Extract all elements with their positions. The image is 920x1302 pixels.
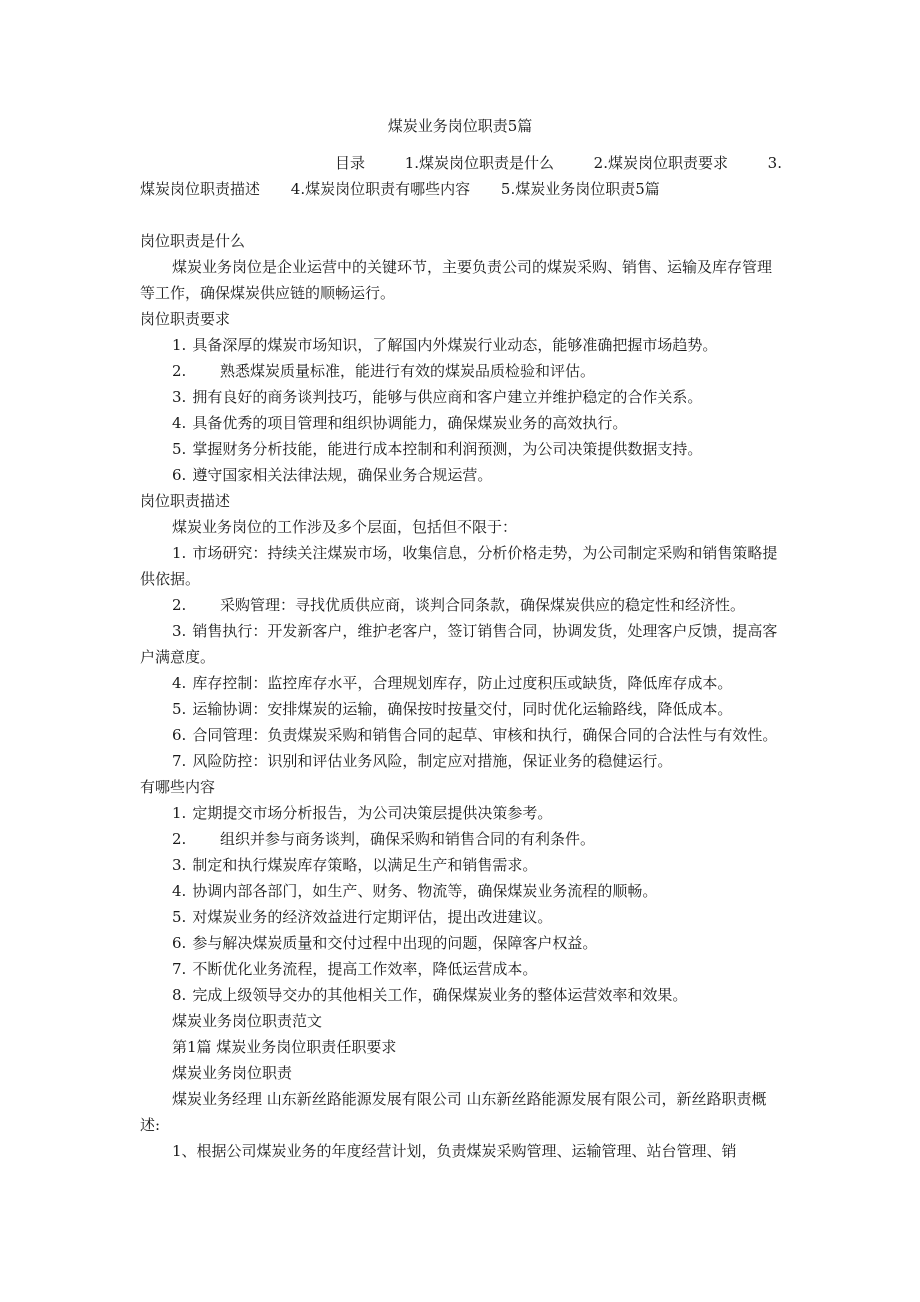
list-text: 完成上级领导交办的其他相关工作，确保煤炭业务的整体运营效率和效果。 (192, 986, 688, 1004)
section-heading: 岗位职责是什么 (140, 232, 246, 250)
sample-paragraph: 煤炭业务经理 山东新丝路能源发展有限公司 山东新丝路能源发展有限公司，新丝路职责概述: (140, 1090, 767, 1134)
toc-item-3-number: 3. (767, 154, 782, 172)
sample-title: 煤炭业务岗位职责 (172, 1064, 293, 1082)
list-item (140, 332, 785, 358)
list-item (140, 410, 785, 436)
toc-row-1 (140, 150, 782, 176)
list-text: 熟悉煤炭质量标准，能进行有效的煤炭品质检验和评估。 (220, 362, 596, 380)
toc-item-3-text: 煤炭岗位职责描述 (140, 180, 261, 198)
list-item (140, 800, 785, 826)
list-text: 具备深厚的煤炭市场知识，了解国内外煤炭行业动态，能够准确把握市场趋势。 (192, 336, 718, 354)
list-text: 运输协调：安排煤炭的运输，确保按时按量交付，同时优化运输路线，降低成本。 (192, 700, 733, 718)
sample-heading: 煤炭业务岗位职责范文 (172, 1012, 323, 1030)
list-text: 对煤炭业务的经济效益进行定期评估，提出改进建议。 (192, 908, 553, 926)
list-item (140, 618, 785, 670)
list-number: 7. (172, 752, 187, 770)
list-text: 制定和执行煤炭库存策略，以满足生产和销售需求。 (192, 856, 538, 874)
list-item (140, 722, 785, 748)
list-number: 1. (172, 544, 187, 562)
table-of-contents (140, 150, 782, 202)
list-item (140, 930, 785, 956)
list-number: 4. (172, 882, 187, 900)
list-text: 掌握财务分析技能，能进行成本控制和利润预测，为公司决策提供数据支持。 (192, 440, 703, 458)
document-body (140, 228, 785, 1164)
list-number: 4. (172, 414, 187, 432)
list-text: 合同管理：负责煤炭采购和销售合同的起草、审核和执行，确保合同的合法性与有效性。 (192, 726, 778, 744)
list-item (140, 384, 785, 410)
list-number: 6. (172, 934, 187, 952)
list-text: 拥有良好的商务谈判技巧，能够与供应商和客户建立并维护稳定的合作关系。 (192, 388, 703, 406)
list-number: 7. (172, 960, 187, 978)
toc-item-4: 4.煤炭岗位职责有哪些内容 (290, 180, 471, 198)
toc-label: 目录 (335, 154, 366, 172)
list-item (140, 852, 785, 878)
list-number: 1. (172, 804, 187, 822)
list-text: 不断优化业务流程，提高工作效率，降低运营成本。 (192, 960, 538, 978)
list-number: 5. (172, 700, 187, 718)
list-item (140, 826, 785, 852)
toc-item-1: 1.煤炭岗位职责是什么 (404, 154, 554, 172)
list-number: 3. (172, 388, 187, 406)
sample-paragraph-cut: 1、根据公司煤炭业务的年度经营计划，负责煤炭采购管理、运输管理、站台管理、销 (172, 1142, 737, 1160)
list-number: 6. (172, 466, 187, 484)
section-paragraph: 煤炭业务岗位的工作涉及多个层面，包括但不限于： (172, 518, 518, 536)
list-item (140, 956, 785, 982)
list-item (140, 462, 785, 488)
section-heading: 岗位职责要求 (140, 310, 231, 328)
section-heading: 岗位职责描述 (140, 492, 231, 510)
toc-item-2: 2.煤炭岗位职责要求 (593, 154, 728, 172)
list-text: 库存控制：监控库存水平，合理规划库存，防止过度积压或缺货，降低库存成本。 (192, 674, 733, 692)
list-number: 2. (172, 596, 187, 614)
list-number: 3. (172, 622, 187, 640)
list-number: 3. (172, 856, 187, 874)
list-text: 遵守国家相关法律法规，确保业务合规运营。 (192, 466, 493, 484)
list-number: 2. (172, 362, 187, 380)
list-text: 组织并参与商务谈判，确保采购和销售合同的有利条件。 (220, 830, 596, 848)
section-heading: 有哪些内容 (140, 778, 216, 796)
list-item (140, 670, 785, 696)
list-number: 5. (172, 908, 187, 926)
list-number: 2. (172, 830, 187, 848)
list-text: 采购管理：寻找优质供应商，谈判合同条款，确保煤炭供应的稳定性和经济性。 (220, 596, 746, 614)
list-number: 6. (172, 726, 187, 744)
list-text: 协调内部各部门，如生产、财务、物流等，确保煤炭业务流程的顺畅。 (192, 882, 658, 900)
list-number: 5. (172, 440, 187, 458)
list-text: 具备优秀的项目管理和组织协调能力，确保煤炭业务的高效执行。 (192, 414, 628, 432)
list-item (140, 904, 785, 930)
sample-subheading: 第1篇 煤炭业务岗位职责任职要求 (172, 1038, 397, 1056)
list-text: 参与解决煤炭质量和交付过程中出现的问题，保障客户权益。 (192, 934, 598, 952)
list-item (140, 982, 785, 1008)
list-number: 1. (172, 336, 187, 354)
list-item (140, 878, 785, 904)
list-number: 4. (172, 674, 187, 692)
list-text: 市场研究：持续关注煤炭市场，收集信息，分析价格走势，为公司制定采购和销售策略提供依据。 (140, 544, 778, 588)
list-text: 销售执行：开发新客户，维护老客户，签订销售合同，协调发货，处理客户反馈，提高客户满意度。 (140, 622, 778, 666)
toc-row-2 (140, 176, 782, 202)
list-text: 定期提交市场分析报告，为公司决策层提供决策参考。 (192, 804, 553, 822)
toc-item-5: 5.煤炭业务岗位职责5篇 (500, 180, 660, 198)
list-number: 8. (172, 986, 187, 1004)
list-text: 风险防控：识别和评估业务风险，制定应对措施，保证业务的稳健运行。 (192, 752, 673, 770)
list-item (140, 358, 785, 384)
section-paragraph: 煤炭业务岗位是企业运营中的关键环节，主要负责公司的煤炭采购、销售、运输及库存管理等工作，确保煤炭供应链的顺畅运行。 (140, 258, 773, 302)
list-item (140, 540, 785, 592)
list-item (140, 748, 785, 774)
list-item (140, 696, 785, 722)
list-item (140, 436, 785, 462)
document-title: 煤炭业务岗位职责5篇 (387, 117, 533, 135)
list-item (140, 592, 785, 618)
